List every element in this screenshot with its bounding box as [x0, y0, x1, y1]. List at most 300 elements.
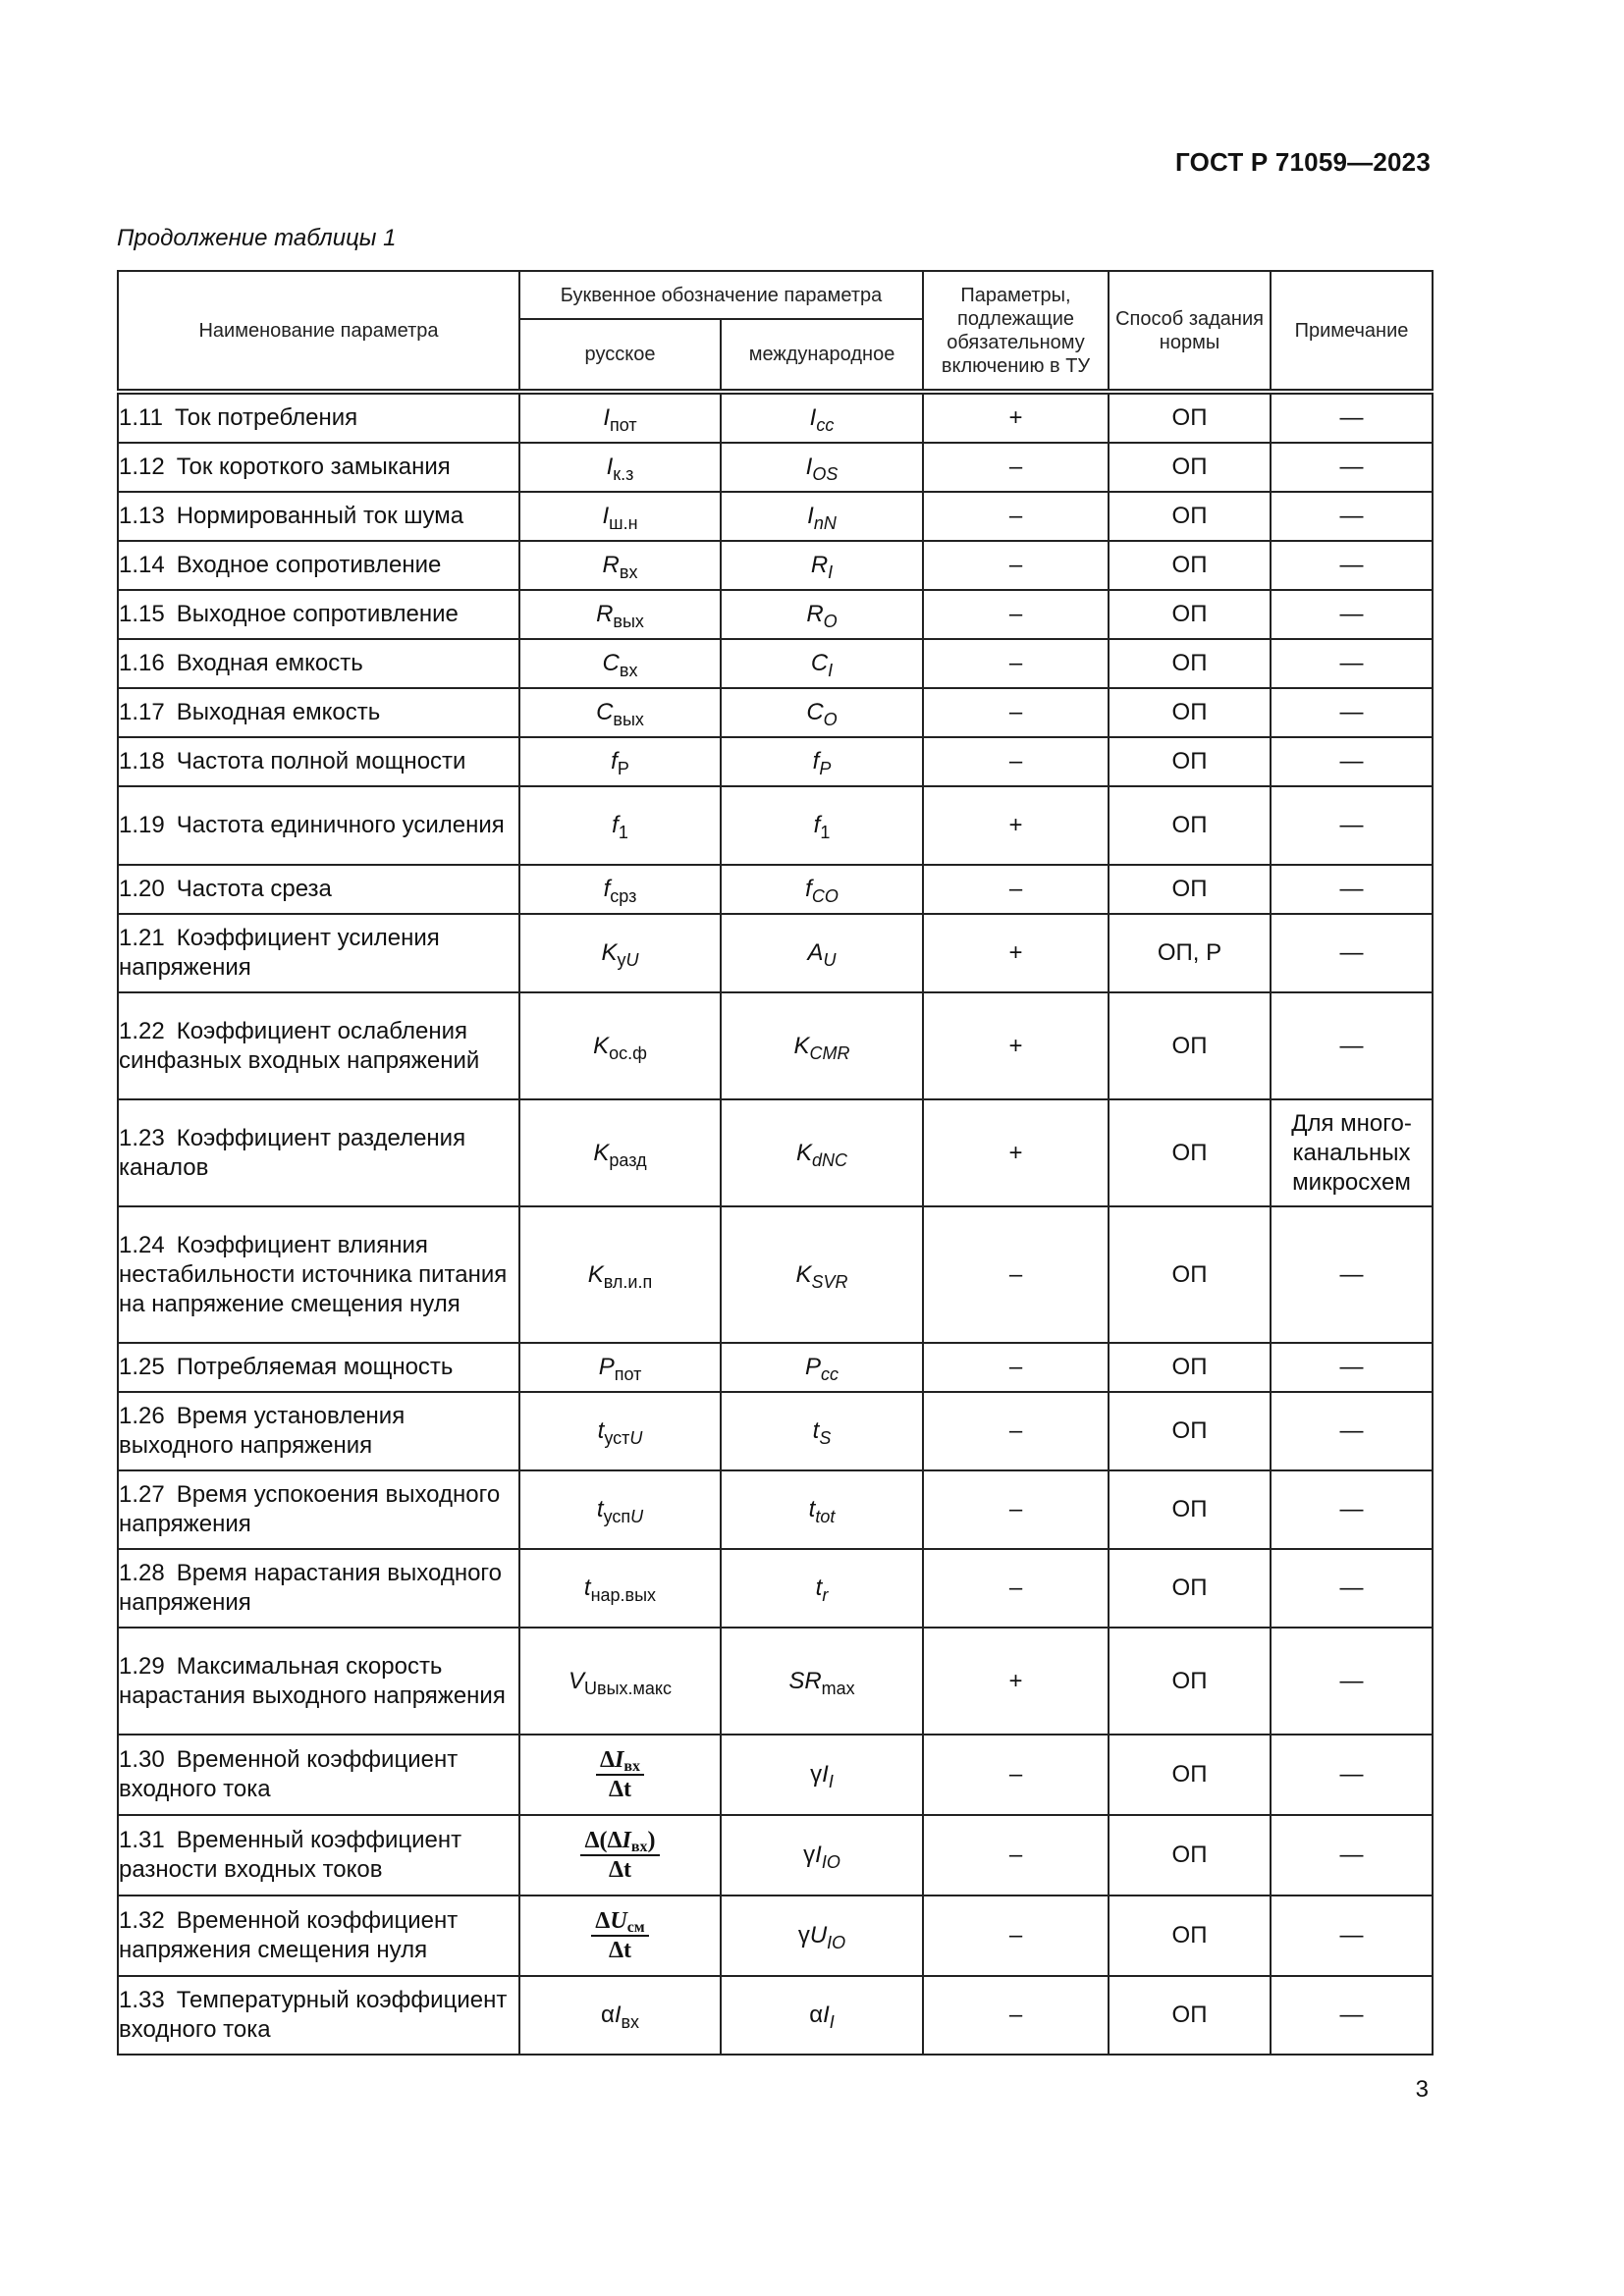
subscript-text: 1	[820, 823, 831, 842]
symbol-base: SR	[788, 1667, 822, 1694]
symbol-subscript	[812, 1272, 848, 1292]
note-cell: —	[1271, 394, 1433, 443]
fraction-denominator: Δt	[608, 1938, 632, 1963]
mandatory-cell: –	[923, 443, 1109, 492]
symbol-base: t	[597, 1417, 605, 1444]
international-symbol-cell	[721, 786, 923, 865]
symbol-base: I	[807, 503, 814, 529]
table-row	[118, 688, 1433, 737]
param-name: Выходное сопротивление	[176, 601, 459, 627]
symbol	[805, 876, 839, 906]
mandatory-cell: +	[923, 1628, 1109, 1735]
note-cell: —	[1271, 992, 1433, 1099]
russian-symbol-cell	[519, 590, 721, 639]
symbol-subscript	[584, 1679, 672, 1698]
symbol-prefix: γ	[803, 1842, 816, 1868]
param-name-cell	[118, 394, 519, 443]
russian-symbol-cell	[519, 1343, 721, 1392]
method-cell: ОП	[1109, 443, 1271, 492]
russian-symbol-cell	[519, 1735, 721, 1815]
subscript-text: I	[828, 562, 834, 582]
symbol-base: R	[602, 552, 620, 578]
param-number: 1.26	[119, 1403, 165, 1429]
fraction-numerator	[580, 1828, 659, 1856]
method-cell: ОП	[1109, 1976, 1271, 2055]
symbol-base: K	[601, 939, 618, 966]
numerator-base: I	[622, 1828, 631, 1853]
symbol	[807, 503, 837, 533]
header-method: Способ задания нормы	[1109, 271, 1271, 390]
numerator-suffix: )	[647, 1828, 656, 1853]
symbol	[808, 1496, 836, 1526]
symbol	[568, 1667, 672, 1698]
method-cell: ОП	[1109, 1815, 1271, 1896]
note-cell: —	[1271, 1976, 1433, 2055]
symbol-prefix: α	[600, 2002, 615, 2028]
method-cell: ОП	[1109, 1735, 1271, 1815]
param-name-cell	[118, 1896, 519, 1976]
symbol-subscript	[613, 464, 633, 484]
param-name-cell	[118, 1343, 519, 1392]
symbol-subscript	[604, 1507, 644, 1526]
mandatory-cell: –	[923, 639, 1109, 688]
symbol-base: C	[596, 699, 614, 725]
subscript-text: к.з	[613, 464, 634, 484]
international-symbol-cell	[721, 865, 923, 914]
param-name: Ток короткого замыкания	[176, 454, 451, 480]
subscript-text: у	[617, 950, 626, 970]
russian-symbol-cell	[519, 1392, 721, 1470]
param-name: Выходная емкость	[176, 699, 381, 725]
symbol	[596, 699, 644, 729]
param-name-cell	[118, 1976, 519, 2055]
param-number: 1.24	[119, 1231, 165, 1258]
param-name: Частота полной мощности	[176, 748, 466, 774]
symbol-subscript	[618, 759, 629, 778]
subscript-text: tot	[815, 1507, 836, 1526]
symbol	[611, 748, 629, 778]
note-cell: —	[1271, 541, 1433, 590]
note-cell: —	[1271, 1343, 1433, 1392]
table-row	[118, 1206, 1433, 1343]
subscript-italic: U	[625, 950, 639, 970]
note-cell: —	[1271, 914, 1433, 992]
method-cell: ОП	[1109, 1343, 1271, 1392]
table-row	[118, 737, 1433, 786]
fraction-numerator	[596, 1747, 644, 1776]
russian-symbol-cell	[519, 443, 721, 492]
param-number: 1.20	[119, 876, 165, 902]
subscript-text: I	[828, 1772, 834, 1791]
note-cell: —	[1271, 1896, 1433, 1976]
symbol-base: K	[587, 1260, 604, 1288]
symbol-base: K	[593, 1139, 610, 1166]
symbol-base: I	[815, 1842, 822, 1868]
param-name-cell	[118, 1206, 519, 1343]
symbol	[812, 1417, 832, 1448]
symbol-base: t	[808, 1496, 816, 1522]
russian-symbol-cell	[519, 1470, 721, 1549]
russian-symbol-cell	[519, 1206, 721, 1343]
numerator-base: I	[615, 1747, 624, 1773]
mandatory-cell: –	[923, 1470, 1109, 1549]
symbol-subscript	[822, 1852, 840, 1872]
mandatory-cell: –	[923, 1392, 1109, 1470]
subscript-text: вх	[619, 562, 638, 582]
method-cell: ОП	[1109, 1628, 1271, 1735]
international-symbol-cell	[721, 443, 923, 492]
symbol-base: K	[793, 1032, 810, 1059]
param-name: Временный коэффициент разности входных токов	[119, 1827, 462, 1883]
note-cell: —	[1271, 492, 1433, 541]
symbol-subscript	[815, 1507, 835, 1526]
international-symbol-cell	[721, 1628, 923, 1735]
symbol	[809, 2002, 835, 2032]
symbol-base: t	[815, 1575, 823, 1601]
subscript-text: I	[829, 2012, 835, 2032]
param-name: Коэффициент разделения каналов	[119, 1124, 466, 1181]
symbol-subscript	[610, 415, 637, 435]
symbol-subscript	[824, 710, 838, 729]
table-row	[118, 1392, 1433, 1470]
symbol	[602, 650, 638, 680]
subscript-text: CO	[811, 886, 839, 906]
subscript-text: CMR	[809, 1042, 850, 1063]
international-symbol-cell	[721, 1392, 923, 1470]
symbol-base: I	[823, 2002, 830, 2028]
russian-symbol-cell	[519, 394, 721, 443]
subscript-text: вх	[619, 661, 638, 680]
symbol-base: f	[813, 812, 821, 838]
russian-symbol-cell	[519, 688, 721, 737]
symbol-subscript	[619, 823, 628, 842]
table-row	[118, 1099, 1433, 1206]
param-name-cell	[118, 914, 519, 992]
table-row	[118, 394, 1433, 443]
international-symbol-cell	[721, 737, 923, 786]
table-row	[118, 865, 1433, 914]
numerator-prefix: Δ(Δ	[584, 1828, 623, 1853]
symbol	[803, 1842, 840, 1872]
page-number: 3	[1415, 2076, 1429, 2103]
mandatory-cell: –	[923, 1343, 1109, 1392]
symbol-base: t	[583, 1575, 591, 1601]
russian-symbol-cell	[519, 786, 721, 865]
param-name: Входная емкость	[176, 650, 363, 676]
symbol-subscript	[609, 1043, 647, 1063]
method-cell: ОП	[1109, 865, 1271, 914]
symbol-subscript	[620, 661, 638, 680]
table-row	[118, 992, 1433, 1099]
note-cell: —	[1271, 786, 1433, 865]
param-number: 1.28	[119, 1560, 165, 1586]
international-symbol-cell	[721, 1206, 923, 1343]
table-row	[118, 914, 1433, 992]
param-number: 1.12	[119, 454, 165, 480]
russian-symbol-cell	[519, 1628, 721, 1735]
subscript-text: вл.и.п	[603, 1271, 653, 1292]
symbol	[807, 939, 837, 970]
symbol	[813, 812, 831, 842]
symbol	[795, 1139, 848, 1170]
symbol-base: f	[812, 748, 820, 774]
numerator-base: U	[610, 1908, 627, 1934]
symbol-subscript	[822, 1679, 855, 1698]
symbol-base: P	[805, 1354, 822, 1380]
param-name-cell	[118, 639, 519, 688]
subscript-text: I	[828, 661, 834, 680]
param-name-cell	[118, 786, 519, 865]
symbol-subscript	[830, 2012, 835, 2032]
subscript-text: dNC	[812, 1149, 848, 1170]
note-cell: —	[1271, 1735, 1433, 1815]
param-number: 1.13	[119, 503, 165, 529]
international-symbol-cell	[721, 1896, 923, 1976]
international-symbol-cell	[721, 590, 923, 639]
param-name-cell	[118, 1470, 519, 1549]
symbol	[788, 1667, 855, 1698]
russian-symbol-cell	[519, 541, 721, 590]
symbol-subscript	[810, 1043, 850, 1063]
numerator-prefix: Δ	[599, 1747, 616, 1773]
international-symbol-cell	[721, 914, 923, 992]
param-name-cell	[118, 1815, 519, 1896]
russian-symbol-cell	[519, 492, 721, 541]
subscript-italic: U	[630, 1507, 644, 1526]
table-body	[118, 394, 1433, 2055]
subscript-text: cc	[816, 415, 835, 435]
symbol	[815, 1575, 829, 1605]
fraction	[580, 1828, 659, 1883]
param-name-cell	[118, 737, 519, 786]
symbol-subscript	[609, 1150, 646, 1170]
param-name: Коэффициент ослабления синфазных входных напряжений	[119, 1017, 480, 1074]
russian-symbol-cell	[519, 1896, 721, 1976]
symbol-subscript	[822, 1585, 828, 1605]
method-cell: ОП	[1109, 992, 1271, 1099]
international-symbol-cell	[721, 1549, 923, 1628]
subscript-text: усп	[603, 1507, 631, 1526]
param-number: 1.33	[119, 1987, 165, 2013]
method-cell: ОП	[1109, 639, 1271, 688]
symbol-prefix: α	[809, 2002, 824, 2028]
param-name: Потребляемая мощность	[176, 1354, 454, 1380]
param-name-cell	[118, 492, 519, 541]
international-symbol-cell	[721, 492, 923, 541]
method-cell: ОП	[1109, 1099, 1271, 1206]
table-row	[118, 443, 1433, 492]
subscript-text: пот	[614, 1364, 642, 1384]
method-cell: ОП	[1109, 786, 1271, 865]
symbol-base: K	[593, 1032, 610, 1059]
symbol	[596, 601, 644, 631]
symbol-base: R	[596, 601, 614, 627]
symbol	[805, 454, 839, 484]
international-symbol-cell	[721, 394, 923, 443]
symbol-prefix: γ	[797, 1922, 810, 1949]
symbol	[593, 1032, 647, 1063]
symbol	[806, 601, 838, 631]
param-number: 1.31	[119, 1827, 165, 1853]
header-mandatory: Параметры, подлежащие обязательному включению в ТУ	[923, 271, 1109, 390]
symbol	[812, 748, 832, 778]
param-number: 1.27	[119, 1481, 165, 1508]
header-name: Наименование параметра	[118, 271, 519, 390]
document-id: ГОСТ Р 71059—2023	[1175, 147, 1431, 177]
symbol-subscript	[604, 1272, 652, 1292]
param-name: Частота среза	[176, 876, 332, 902]
symbol	[602, 503, 638, 533]
param-number: 1.14	[119, 552, 165, 578]
symbol	[809, 404, 835, 435]
param-number: 1.22	[119, 1017, 165, 1044]
symbol	[603, 404, 637, 435]
mandatory-cell: –	[923, 865, 1109, 914]
subscript-text: SVR	[811, 1271, 848, 1292]
subscript-text: вх	[621, 2012, 640, 2032]
note-cell: —	[1271, 865, 1433, 914]
table-row	[118, 1815, 1433, 1896]
subscript-text: max	[821, 1678, 855, 1698]
table-row	[118, 1896, 1433, 1976]
param-number: 1.30	[119, 1746, 165, 1773]
symbol	[797, 1922, 846, 1952]
subscript-text: ос.ф	[609, 1042, 647, 1063]
param-name: Временной коэффициент входного тока	[119, 1746, 459, 1802]
param-name-cell	[118, 541, 519, 590]
symbol	[603, 876, 637, 906]
mandatory-cell: +	[923, 394, 1109, 443]
symbol-base: I	[603, 404, 611, 431]
subscript-text: срз	[610, 886, 637, 906]
param-name-cell	[118, 1549, 519, 1628]
international-symbol-cell	[721, 1343, 923, 1392]
method-cell: ОП	[1109, 1392, 1271, 1470]
header-note: Примечание	[1271, 271, 1433, 390]
subscript-italic: U	[629, 1428, 643, 1448]
symbol-subscript	[827, 1933, 845, 1952]
symbol	[587, 1260, 653, 1292]
symbol-base: I	[805, 454, 813, 480]
symbol-subscript	[829, 1772, 834, 1791]
symbol	[583, 1575, 657, 1605]
international-symbol-cell	[721, 688, 923, 737]
symbol-base: K	[795, 1139, 812, 1166]
symbol	[805, 1354, 839, 1384]
param-name-cell	[118, 992, 519, 1099]
international-symbol-cell	[721, 1470, 923, 1549]
param-number: 1.23	[119, 1124, 165, 1151]
symbol-subscript	[816, 415, 834, 435]
mandatory-cell: +	[923, 786, 1109, 865]
international-symbol-cell	[721, 639, 923, 688]
param-name: Температурный коэффициент входного тока	[119, 1987, 508, 2043]
param-number: 1.17	[119, 699, 165, 725]
symbol-base: f	[612, 812, 619, 838]
russian-symbol-cell	[519, 737, 721, 786]
russian-symbol-cell	[519, 865, 721, 914]
symbol	[810, 650, 834, 680]
header-international: международное	[721, 319, 923, 390]
param-number: 1.15	[119, 601, 165, 627]
numerator-prefix: Δ	[595, 1908, 611, 1934]
symbol-subscript	[591, 1585, 656, 1605]
parameters-table	[117, 270, 1434, 2056]
param-name: Временной коэффициент напряжения смещения нуля	[119, 1907, 459, 1963]
mandatory-cell: –	[923, 1896, 1109, 1976]
subscript-text: O	[823, 710, 838, 729]
param-number: 1.16	[119, 650, 165, 676]
mandatory-cell: +	[923, 992, 1109, 1099]
subscript-text: P	[819, 759, 832, 778]
subscript-text: r	[822, 1585, 829, 1605]
note-cell: —	[1271, 1815, 1433, 1896]
symbol-subscript	[812, 1150, 847, 1170]
symbol-subscript	[819, 759, 831, 778]
param-name-cell	[118, 688, 519, 737]
table-row	[118, 1343, 1433, 1392]
symbol-base: P	[598, 1354, 615, 1380]
subscript-text: ш.н	[609, 513, 638, 533]
symbol-base: C	[602, 650, 620, 676]
russian-symbol-cell	[519, 992, 721, 1099]
table-caption: Продолжение таблицы 1	[117, 225, 397, 251]
method-cell: ОП	[1109, 1549, 1271, 1628]
symbol-base: A	[807, 939, 824, 966]
subscript-text: S	[819, 1428, 832, 1448]
symbol-subscript	[621, 2012, 639, 2032]
symbol-subscript	[828, 661, 833, 680]
subscript-text: вых	[613, 710, 644, 729]
symbol-base: f	[603, 876, 611, 902]
fraction-denominator: Δt	[608, 1857, 632, 1883]
method-cell: ОП	[1109, 492, 1271, 541]
table-row	[118, 1549, 1433, 1628]
russian-symbol-cell	[519, 639, 721, 688]
symbol-subscript	[618, 950, 639, 970]
symbol-prefix: γ	[810, 1761, 823, 1788]
international-symbol-cell	[721, 541, 923, 590]
note-cell: —	[1271, 1206, 1433, 1343]
symbol-base: I	[809, 404, 817, 431]
header-russian: русское	[519, 319, 721, 390]
symbol	[597, 1417, 643, 1448]
note-cell: Для много-канальных микросхем	[1271, 1099, 1433, 1206]
table-row	[118, 1976, 1433, 2055]
symbol-subscript	[824, 950, 837, 970]
mandatory-cell: –	[923, 737, 1109, 786]
note-cell: —	[1271, 590, 1433, 639]
table-row	[118, 1628, 1433, 1735]
method-cell: ОП	[1109, 394, 1271, 443]
subscript-text: nN	[813, 513, 837, 533]
param-name-cell	[118, 1735, 519, 1815]
subscript-text: O	[823, 612, 838, 631]
param-name-cell	[118, 865, 519, 914]
symbol-subscript	[824, 612, 838, 631]
symbol-subscript	[812, 464, 838, 484]
param-number: 1.18	[119, 748, 165, 774]
note-cell: —	[1271, 1549, 1433, 1628]
method-cell: ОП	[1109, 541, 1271, 590]
param-name-cell	[118, 1628, 519, 1735]
param-name: Время успокоения выходного напряжения	[119, 1481, 501, 1537]
symbol	[806, 699, 838, 729]
mandatory-cell: –	[923, 1206, 1109, 1343]
symbol-base: C	[810, 650, 829, 676]
symbol	[600, 2002, 640, 2032]
russian-symbol-cell	[519, 1815, 721, 1896]
